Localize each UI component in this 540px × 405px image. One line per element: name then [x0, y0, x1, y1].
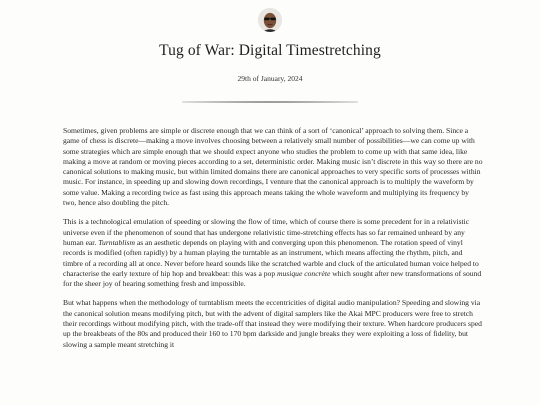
paragraph-text: as an aesthetic depends on playing with and converging upon this phenomenon. The rotation speed of vinyl records is modified (often rapidly) by a human playing the turntable as an instrument, which means affecting the rhythm, pitch, and timbre of a recording all at once. Never before heard sounds like the scratched warble and cluck of the articulated human voice helped to characterise the early texture of hip hop and breakbeat: this was a pop [63, 237, 479, 278]
post-date: 29th of January, 2024 [237, 74, 303, 83]
post-title: Tug of War: Digital Timestretching [159, 42, 381, 59]
body-paragraph [63, 217, 484, 289]
body-paragraph: Sometimes, given problems are simple or discrete enough that we can think of a sort of ‘canonical’ approach to solving them. Since a game of chess is discrete—making a move involves choosing between a relatively small number of possibilities—we can come up with some strategies which are simple enough that we should expect anyone who studies the problem to come up with that same idea, like making a move at random or moving pieces according to a set, deterministic order. Making music isn’t discrete in this way so there are no canonical solutions to making music, but within limited domains there are canonical approaches to very specific sorts of processes within music. For instance, in speeding up and slowing down recordings, I venture that the canonical approach is to multiply the waveform by some value. Making a recording twice as fast using this approach means taking the whole waveform and multiplying its frequency by two, hence also doubling the pitch. [63, 126, 483, 208]
post-body [63, 126, 484, 359]
paragraph-text: which sought after new transformations of sound for the sheer joy of hearing something fresh and impossible. [63, 268, 482, 289]
title-divider [182, 101, 358, 103]
emphasis-musique-concrete: musique concrète [277, 268, 331, 278]
emphasis-turntablism: Turntablism [98, 237, 135, 247]
body-paragraph: But what happens when the methodology of turntablism meets the eccentricities of digital audio manipulation? Speeding and slowing via the canonical solution means modifying pitch, but with the advent of digital samplers like the Akai MPC producers were free to stretch their recordings without modifying pitch, with the trade-off that instead they were modifying their texture. When hardcore producers sped up the breakbeats of the 80s and produced their 160 to 170 bpm darkside and jungle breaks they were exploiting a loss of fidelity, but slowing a sample meant stretching it [63, 298, 482, 349]
paragraph-text: This is a technological emulation of speeding or slowing the flow of time, which of course there is some precedent for in a relativistic universe even if the phenomenon of sound that has undergone relativistic time-stretching effects has so far remained unheard by any human ear. [63, 217, 470, 247]
author-avatar-icon[interactable] [258, 8, 282, 32]
